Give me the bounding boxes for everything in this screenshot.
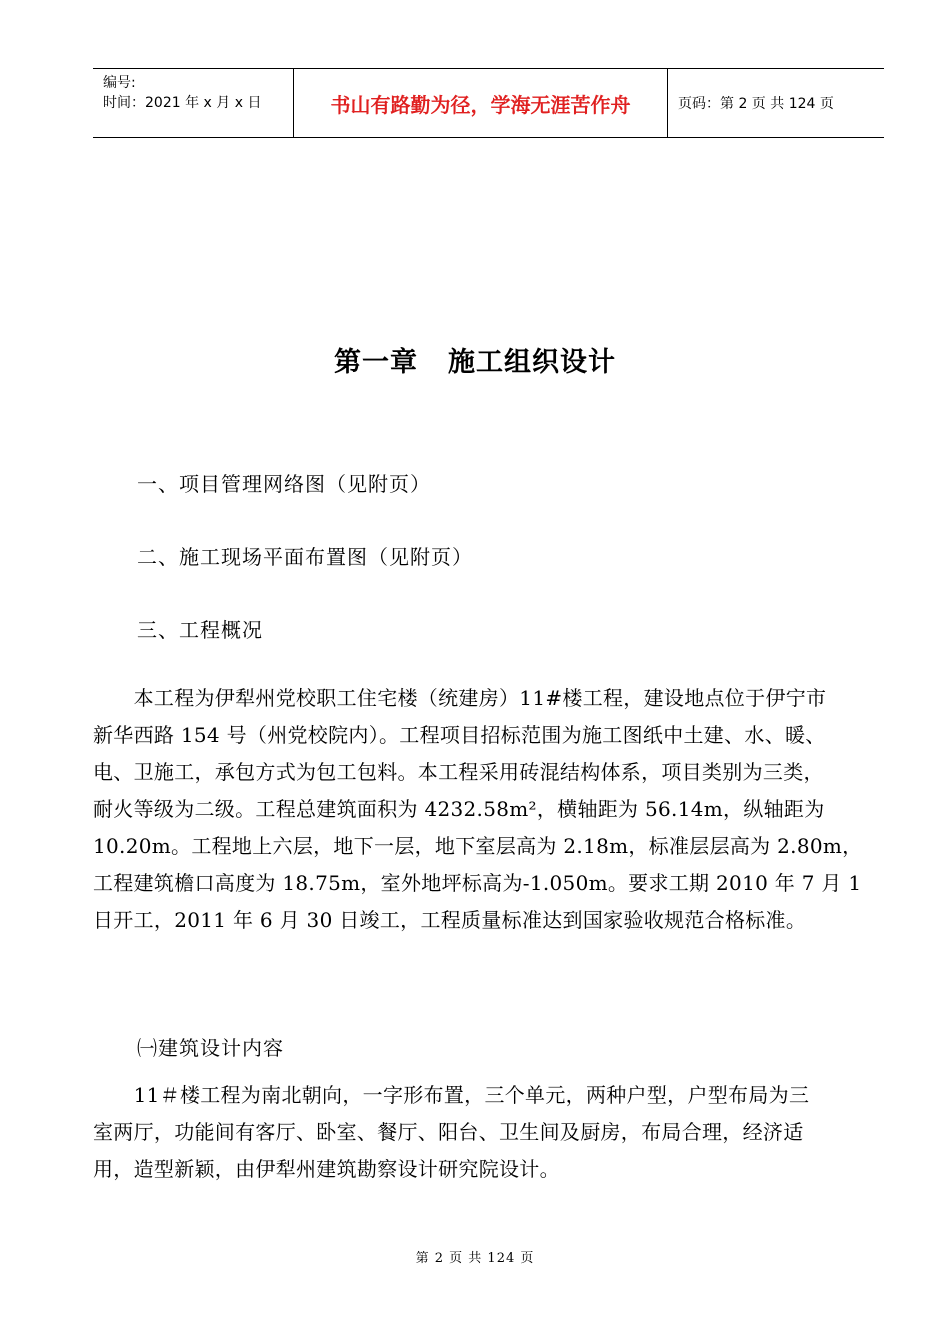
design-line: 11＃楼工程为南北朝向，一字形布置，三个单元，两种户型，户型布局为三 — [93, 1083, 810, 1107]
page-header — [93, 68, 884, 138]
document-time-label: 时间：2021 年 x 月 x 日 — [103, 95, 262, 111]
chapter-title — [0, 340, 950, 379]
overview-line: 本工程为伊犁州党校职工住宅楼（统建房）11#楼工程，建设地点位于伊宁市 — [93, 686, 827, 710]
section-heading-1: 一、项目管理网络图（见附页） — [137, 472, 431, 496]
header-page-number: 页码：第 2 页 共 124 页 — [678, 96, 834, 112]
design-content-paragraph — [93, 1077, 886, 1188]
overview-line: 耐火等级为二级。工程总建筑面积为 4232.58m²，横轴距为 56.14m，纵轴距为 — [93, 797, 825, 821]
section-heading-2: 二、施工现场平面布置图（见附页） — [137, 545, 473, 569]
overview-line: 10.20m。工程地上六层，地下一层，地下室层高为 2.18m，标准层层高为 2.80m， — [93, 834, 863, 858]
overview-line: 电、卫施工，承包方式为包工包料。本工程采用砖混结构体系，项目类别为三类， — [93, 760, 824, 784]
design-line: 用，造型新颖，由伊犁州建筑勘察设计研究院设计。 — [93, 1157, 560, 1181]
overview-line: 工程建筑檐口高度为 18.75m，室外地坪标高为-1.050m。要求工期 2010 年 7 月 1 — [93, 871, 862, 895]
page-footer: 第 2 页 共 124 页 — [415, 1251, 535, 1266]
overview-line: 新华西路 154 号（州党校院内）。工程项目招标范围为施工图纸中土建、水、暖、 — [93, 723, 826, 747]
design-line: 室两厅，功能间有客厅、卧室、餐厅、阳台、卫生间及厨房，布局合理，经济适 — [93, 1120, 804, 1144]
chapter-number: 第一章 — [334, 347, 418, 378]
header-motto: 书山有路勤为径，学海无涯苦作舟 — [294, 69, 668, 137]
header-meta — [93, 69, 294, 137]
section-heading-3: 三、工程概况 — [137, 618, 263, 642]
overview-line: 日开工，2011 年 6 月 30 日竣工，工程质量标准达到国家验收规范合格标准。 — [93, 908, 807, 932]
project-overview-paragraph — [93, 680, 886, 939]
document-number-label: 编号: — [103, 75, 136, 91]
subsection-heading: ㈠建筑设计内容 — [137, 1036, 284, 1060]
chapter-name: 施工组织设计 — [448, 347, 616, 378]
